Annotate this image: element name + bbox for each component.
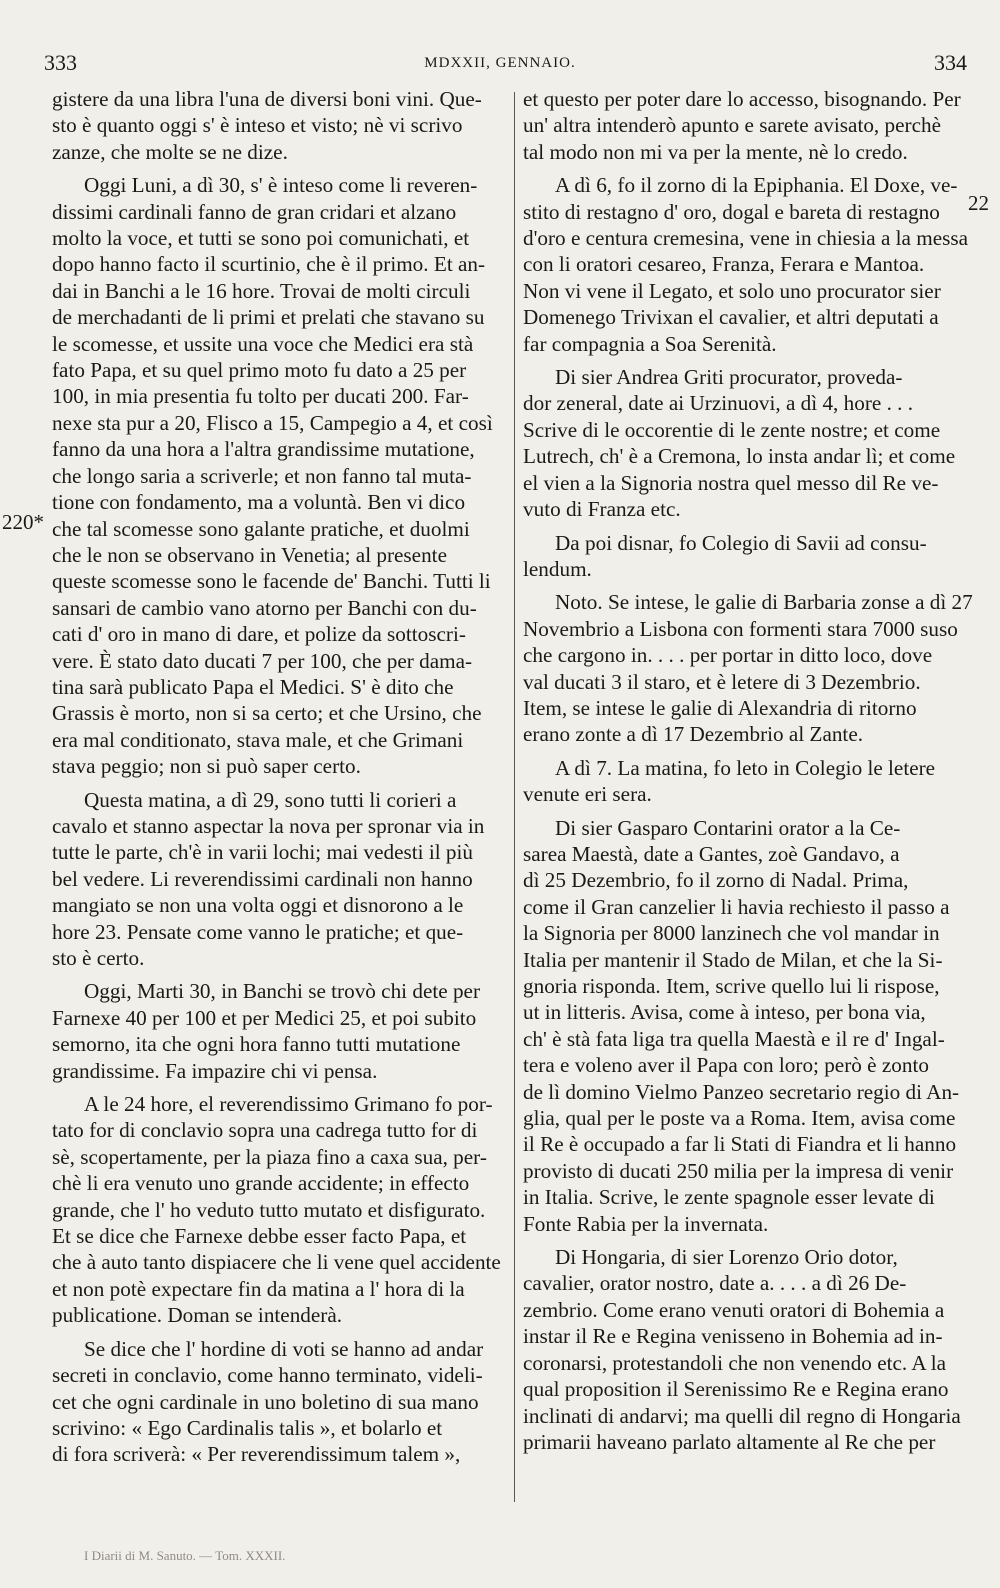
text-line: vuto di Franza etc. (523, 497, 681, 522)
right-column (523, 86, 973, 1462)
text-line: provisto di ducati 250 milia per la impresa di venir (523, 1158, 954, 1183)
paragraph (52, 172, 508, 779)
text-line: in Italia. Scrive, le zente spagnole esser levate di (523, 1185, 935, 1210)
margin-number-right: 22 (968, 191, 989, 215)
text-line: d'oro e centura cremesina, vene in chiesia a la messa (523, 226, 969, 251)
text-line: il Re è occupado a far li Stati di Fiandra et li hanno (523, 1132, 957, 1157)
text-line: far compagnia a Soa Serenità. (523, 331, 777, 356)
text-line: le scomesse, et ussite una voce che Medici era stà (52, 331, 474, 356)
text-line: secreti in conclavio, come hanno terminato, videli- (52, 1363, 483, 1388)
text-line: sè, scopertamente, per la piaza fino a caxa sua, per- (52, 1144, 487, 1169)
text-line: el vien a la Signoria nostra quel messo dil Re ve- (523, 470, 939, 495)
text-line: Domenego Trivixan el cavalier, et altri deputati a (523, 305, 939, 330)
text-line: vere. È stato dato ducati 7 per 100, che per dama- (52, 648, 473, 673)
text-line: Noto. Se intese, le galie di Barbaria zonse a dì 27 (555, 590, 973, 615)
text-line: Et se dice che Farnexe debbe esser facto Papa, et (52, 1224, 467, 1249)
text-line: val ducati 3 il staro, et è letere di 3 Dezembrio. (523, 669, 921, 694)
text-line: fanno da una hora a l'altra grandissime mutatione, (52, 437, 475, 462)
text-line: Novembrio a Lisbona con formenti stara 7000 suso (523, 616, 958, 641)
text-line: sto è certo. (52, 946, 145, 970)
text-line: sto è quanto oggi s' è inteso et visto; nè vi scrivo (52, 113, 463, 138)
paragraph (523, 364, 965, 522)
text-line: sansari de cambio vano atorno per Banchi con du- (52, 595, 477, 620)
paragraph (523, 530, 965, 583)
text-line: gnoria risponda. Item, scrive quello lui li rispose, (523, 974, 940, 998)
text-line: la Signoria per 8000 lanzinech che vol mandar in (523, 921, 940, 946)
page-footer: I Diarii di M. Sanuto. — Tom. XXXII. (84, 1548, 286, 1563)
text-line: fato Papa, et su quel primo moto fu dato a 25 per (52, 358, 467, 383)
text-line: ch' è stà fata liga tra quella Maestà e il re d' Ingal- (523, 1026, 945, 1051)
text-line: qual proposition il Serenissimo Re e Regina erano (523, 1377, 949, 1402)
text-line: di fora scriverà: « Per reverendissimum talem », (52, 1442, 461, 1467)
text-line: Di sier Gasparo Contarini orator a la Ce- (555, 815, 901, 840)
paragraph (523, 589, 973, 747)
text-line: dopo hanno facto il scurtinio, che è il primo. Et an- (52, 252, 486, 277)
paragraph (523, 86, 965, 165)
text-line: erano zonte a dì 17 Dezembrio al Zante. (523, 722, 864, 747)
text-line: hore 23. Pensate come vanno le pratiche; et que- (52, 919, 464, 944)
text-line: publicatione. Doman se intenderà. (52, 1303, 343, 1328)
paragraph (52, 86, 508, 165)
text-line: un' altra intenderò apunto e sarete avisato, perchè (523, 113, 941, 138)
text-line: cati d' oro in mano di dare, et polize da sottoscri- (52, 622, 466, 647)
text-line: Oggi, Marti 30, in Banchi se trovò chi dete per (84, 979, 480, 1004)
text-line: bel vedere. Li reverendissimi cardinali non hanno (52, 866, 473, 891)
text-line: cavalo et stanno aspectar la nova per spronar via in (52, 813, 485, 838)
page-number-right: 334 (934, 50, 967, 75)
text-line: come il Gran canzelier li havia rechiesto il passo a (523, 894, 950, 919)
text-line: A dì 6, fo il zorno di la Epiphania. El Doxe, ve- (555, 173, 958, 198)
text-line: de lì domino Vielmo Panzeo secretario regio di An- (523, 1079, 960, 1104)
text-line: Scrive di le occorentie di le zente nostre; et come (523, 417, 941, 442)
text-line: nexe sta pur a 20, Flisco a 15, Campegio a 4, et così (52, 410, 493, 435)
page-header (0, 50, 1000, 80)
paragraph (52, 978, 508, 1084)
text-line: che tal scomesse sono galante pratiche, et duolmi (52, 516, 470, 541)
text-line: gistere da una libra l'una de diversi boni vini. Que- (52, 87, 482, 111)
text-line: con li oratori cesareo, Franza, Ferara e Mantoa. (523, 252, 925, 277)
running-title: MDXXII, GENNAIO. (424, 55, 576, 71)
text-line: Di sier Andrea Griti procurator, proveda- (555, 365, 903, 390)
text-line: dai in Banchi a le 16 hore. Trovai de molti circuli (52, 278, 471, 303)
text-line: tato for di conclavio sopra una cadrega tutto for di (52, 1118, 478, 1143)
text-line: tutte le parte, ch'è in varii lochi; mai vedesti il più (52, 840, 473, 865)
text-line: semorno, ita che ogni hora fanno tutti mutatione (52, 1032, 461, 1057)
text-line: Non vi vene il Legato, et solo uno procurator sier (523, 278, 941, 303)
text-line: che à auto tanto dispiacere che li vene quel accidente (52, 1250, 501, 1275)
paragraph (52, 1336, 508, 1468)
paragraph (523, 755, 965, 808)
text-line: era mal conditionato, stava male, et che Grimani (52, 727, 464, 752)
paragraph (523, 1244, 965, 1455)
text-line: mangiato se non una volta oggi et disnorono a le (52, 893, 464, 918)
column-divider (514, 92, 515, 1502)
text-line: zanze, che molte se ne dize. (52, 139, 288, 164)
text-line: tal modo non mi va per la mente, nè lo credo. (523, 139, 908, 164)
text-line: Farnexe 40 per 100 et per Medici 25, et poi subito (52, 1005, 477, 1030)
text-line: cet che ogni cardinale in uno boletino di sua mano (52, 1389, 479, 1414)
text-line: tione con fondamento, ma a voluntà. Ben vi dico (52, 490, 466, 515)
text-line: che cargono in. . . . per portar in ditto loco, dove (523, 643, 933, 668)
paragraph (52, 787, 508, 972)
text-line: instar il Re e Regina venisseno in Bohemia ad in- (523, 1324, 943, 1349)
text-line: dì 25 Dezembrio, fo il zorno di Nadal. Prima, (523, 868, 909, 893)
text-line: Grassis è morto, non si sa certo; et che Ursino, che (52, 701, 482, 726)
text-line: glia, qual per le poste va a Roma. Item, avisa come (523, 1106, 956, 1131)
text-line: lendum. (523, 556, 592, 581)
text-line: stito di restagno d' oro, dogal e bareta di restagno (523, 199, 940, 224)
text-line: inclinati di andarvi; ma quelli dil regno di Hongaria (523, 1403, 961, 1428)
text-line: A le 24 hore, el reverendissimo Grimano fo por- (84, 1092, 493, 1117)
paragraph (523, 172, 969, 357)
margin-number-left: 220* (2, 510, 44, 534)
left-column (52, 86, 508, 1475)
text-line: zembrio. Come erano venuti oratori di Bohemia a (523, 1297, 945, 1322)
text-line: Fonte Rabia per la invernata. (523, 1211, 769, 1236)
text-line: Questa matina, a dì 29, sono tutti li corieri a (84, 787, 457, 812)
text-line: de merchadanti de li primi et prelati che stavano su (52, 305, 485, 330)
text-line: tina sarà publicato Papa el Medici. S' è dito che (52, 674, 454, 699)
text-line: molto la voce, et tutti se sono poi comunichati, et (52, 226, 470, 251)
paragraph (523, 815, 965, 1238)
text-line: chè li era venuto uno grande accidente; in effecto (52, 1171, 470, 1196)
page-number-left: 333 (44, 50, 77, 75)
text-line: ut in litteris. Avisa, come à inteso, per bona via, (523, 1000, 926, 1025)
text-line: et questo per poter dare lo accesso, bisognando. Per (523, 87, 961, 111)
text-line: dissimi cardinali fanno de gran cridari et alzano (52, 199, 457, 224)
text-line: sarea Maestà, date a Gantes, zoè Gandavo, a (523, 841, 900, 866)
text-line: Oggi Luni, a dì 30, s' è inteso come li reveren- (84, 173, 478, 198)
text-line: Lutrech, ch' è a Cremona, lo insta andar lì; et come (523, 444, 956, 469)
text-line: Da poi disnar, fo Colegio di Savii ad consu- (555, 530, 927, 555)
text-line: grandissime. Fa impazire chi vi pensa. (52, 1058, 378, 1083)
text-line: Di Hongaria, di sier Lorenzo Orio dotor, (555, 1245, 898, 1270)
text-line: A dì 7. La matina, fo leto in Colegio le letere (555, 755, 936, 780)
text-line: Italia per mantenir il Stado de Milan, et che la Si- (523, 947, 943, 972)
text-line: scrivino: « Ego Cardinalis talis », et bolarlo et (52, 1415, 443, 1440)
paragraph (52, 1091, 508, 1329)
text-line: Item, se intese le galie di Alexandria di ritorno (523, 695, 917, 720)
text-line: dor zeneral, date ai Urzinuovi, a dì 4, hore . . . (523, 391, 914, 416)
text-line: grande, che l' ho veduto tutto mutato et disfigurato. (52, 1197, 486, 1222)
text-line: et non potè expectare fin da matina a l' hora di la (52, 1276, 465, 1301)
text-line: cavalier, orator nostro, date a. . . . a dì 26 De- (523, 1271, 907, 1296)
text-line: stava peggio; non si può saper certo. (52, 754, 361, 779)
text-line: 100, in mia presentia fu tolto per ducati 200. Far- (52, 384, 469, 409)
text-line: tera e voleno aver il Papa con loro; però è zonto (523, 1053, 929, 1078)
text-line: Se dice che l' hordine di voti se hanno ad andar (84, 1336, 484, 1361)
text-line: che le non se observano in Venetia; al presente (52, 542, 447, 567)
text-line: queste scomesse sono le facende de' Banchi. Tutti li (52, 569, 491, 594)
text-line: coronarsi, protestandoli che non venendo etc. A la (523, 1350, 947, 1375)
text-line: venute eri sera. (523, 782, 652, 807)
text-line: che longo saria a scriverle; et non fanno tal muta- (52, 463, 472, 488)
text-line: primarii haveano parlato altamente al Re che per (523, 1429, 936, 1454)
